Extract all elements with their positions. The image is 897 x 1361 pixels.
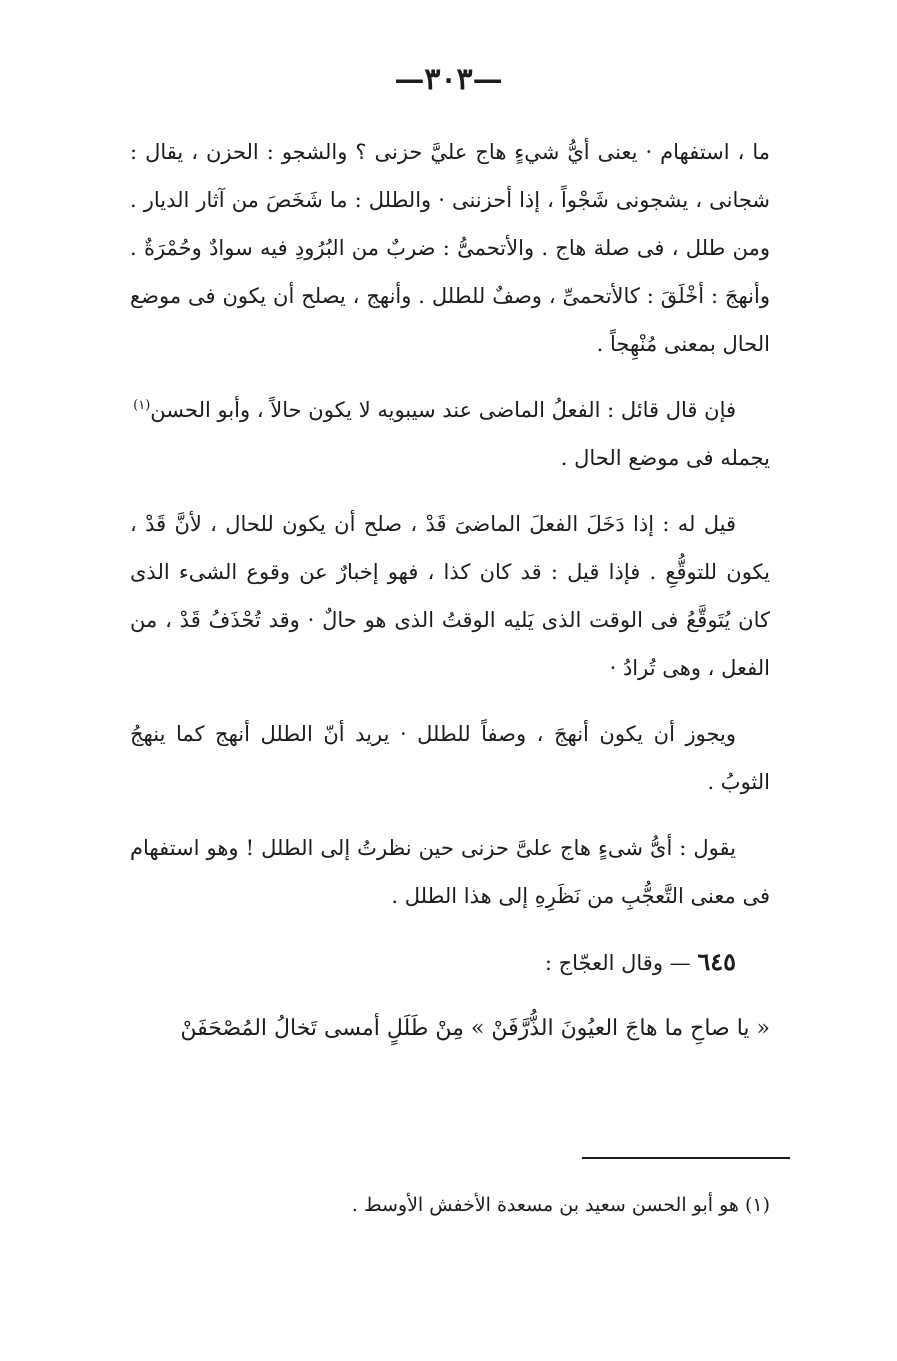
verse-line: « يا صاحِ ما هاجَ العيُونَ الذُّرَّفَنْ » مِنْ طَلَلٍ أمسى تَخالُ المُصْحَفَنْ bbox=[180, 1016, 770, 1041]
paragraph-3: قيل له : إذا دَخَلَ الفعلَ الماضىَ قَدْ ، صلح أن يكون للحال ، لأنَّ قَدْ ، يكون للتوقُّعِ . فإذا قيل : قد كان كذا ، فهو إخبارٌ عن وقوع الشىء الذى كان يُتَوقَّعُ فى الوقت الذى يَليه الوقتُ الذى هو حالٌ · وقد تُحْذَفُ قَدْ ، من الفعل ، وهى تُرادُ · bbox=[130, 512, 770, 680]
verse-intro: — وقال العجّاج : bbox=[544, 951, 691, 975]
paragraph-2-text: فإن قال قائل : الفعلُ الماضى عند سيبويه لا يكون حالاً ، وأبو الحسن bbox=[150, 398, 736, 422]
paragraph-2-continuation: يجمله فى موضع الحال . bbox=[560, 446, 770, 470]
paragraph-4: ويجوز أن يكون أنهجَ ، وصفاً للطلل · يريد أنّ الطلل أنهج كما ينهجُ الثوبُ . bbox=[130, 722, 770, 794]
page-number: —٣٠٣— bbox=[394, 62, 503, 97]
footnote-divider bbox=[582, 1157, 790, 1159]
footnote: (١) هو أبو الحسن سعيد بن مسعدة الأخفش الأوسط . bbox=[351, 1194, 770, 1216]
verse-number: ٦٤٥ bbox=[697, 947, 736, 976]
paragraph-2 bbox=[130, 386, 770, 434]
main-text bbox=[130, 128, 770, 1053]
verse-heading bbox=[130, 938, 770, 987]
footnote-marker: (١) bbox=[133, 398, 151, 413]
paragraph-1: ما ، استفهام · يعنى أيُّ شيءٍ هاج عليَّ حزنى ؟ والشجو : الحزن ، يقال : شجانى ، يشجونى شَجْواً ، إذا أحزننى · والطلل : ما شَخَصَ من آثار الديار . ومن طلل ، فى صلة هاج . والأتحمىُّ : ضربٌ من البُرُودِ فيه سوادٌ وحُمْرَةٌ . وأنهجَ : أخْلَقَ : كالأتحمىِّ ، وصفٌ للطلل . وأنهج ، يصلح أن يكون فى موضع الحال بمعنى مُنْهِجاً . bbox=[130, 140, 770, 356]
paragraph-5: يقول : أىُّ شىءٍ هاج علىَّ حزنى حين نظرتُ إلى الطلل ! وهو استفهام فى معنى التَّعجُّبِ من نَظَرِهِ إلى هذا الطلل . bbox=[130, 836, 770, 908]
